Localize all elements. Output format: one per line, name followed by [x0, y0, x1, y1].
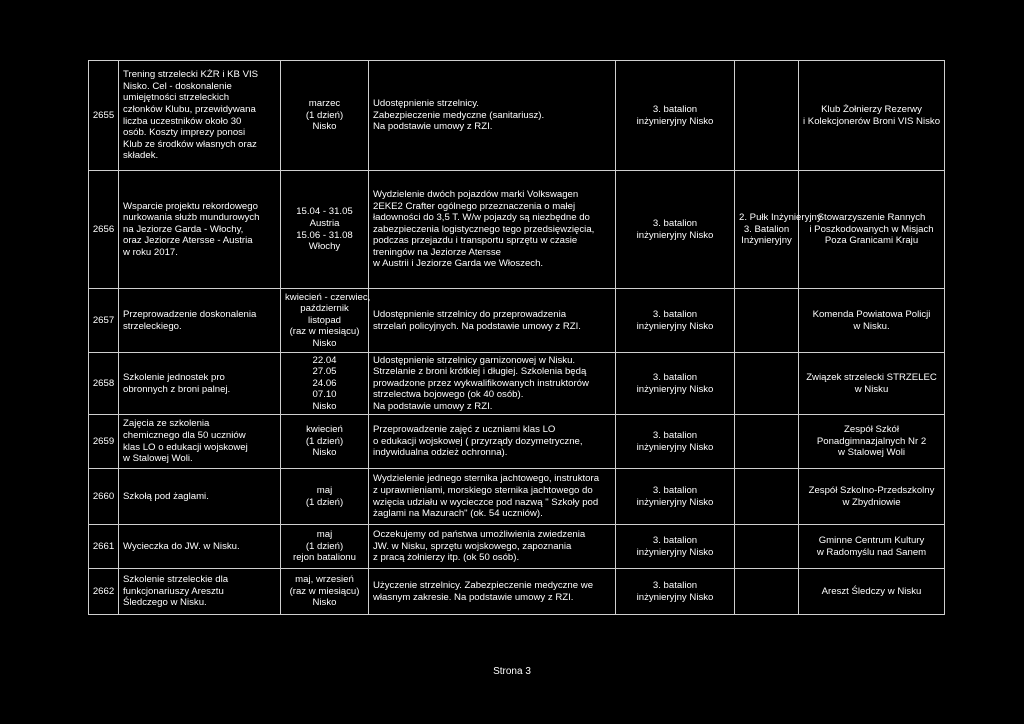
unit-cell [616, 469, 735, 525]
partner-cell-line: Komenda Powiatowa Policji [812, 308, 931, 320]
task-cell [119, 171, 281, 289]
partner-cell-line: Poza Granicami Kraju [824, 235, 919, 247]
co-unit-cell [735, 171, 822, 289]
date-cell-line: 22.04 [312, 354, 337, 366]
date-cell-line: rejon batalionu [293, 552, 356, 564]
scope-cell [369, 61, 616, 171]
partner-cell-line: w Nisku. [853, 320, 890, 332]
unit-cell-line: 3. batalion [652, 371, 698, 383]
scope-cell-line: Wydzielenie dwóch pojazdów marki Volkswagen [373, 188, 579, 200]
task-cell-line: w Stalowej Woli. [123, 453, 193, 465]
date-cell-line: (1 dzień) [305, 435, 344, 447]
task-cell-line: Szkolenie strzeleckie dla [123, 574, 229, 586]
unit-cell-line: 3. batalion [652, 429, 698, 441]
task-cell-line: w roku 2017. [123, 246, 178, 258]
scope-cell-line: Zabezpieczenie medyczne (sanitariusz). [373, 109, 545, 121]
task-cell-line: klas LO o edukacji wojskowej [123, 441, 248, 453]
co-unit-cell [735, 469, 799, 525]
date-cell [281, 61, 369, 171]
unit-cell [616, 525, 735, 569]
scope-cell-line: podczas przejazdu i transportu sprzętu w czasie [373, 235, 578, 247]
scope-cell [369, 469, 616, 525]
partner-cell-line: w Zbydniowie [842, 496, 901, 508]
unit-cell-line: 3. batalion [652, 534, 698, 546]
partner-cell [799, 569, 945, 615]
partner-cell-line: Gminne Centrum Kultury [818, 534, 925, 546]
date-cell-line: (raz w miesiącu) [289, 585, 360, 597]
co-unit-cell [735, 415, 799, 469]
partner-cell [799, 61, 945, 171]
entry-number: 2659 [89, 415, 119, 469]
page-number: Strona 3 [493, 666, 531, 677]
date-cell-line: marzec [308, 98, 341, 110]
unit-cell [616, 61, 735, 171]
unit-cell [616, 415, 735, 469]
table-row [89, 469, 945, 525]
task-cell-line: liczba uczestników około 30 [123, 115, 242, 127]
scope-cell [369, 525, 616, 569]
scope-cell [369, 569, 616, 615]
scope-cell-line: żaglami na Mazurach" (ok. 54 uczniów). [373, 508, 543, 520]
partner-cell-line: w Radomyślu nad Sanem [816, 546, 927, 558]
unit-cell-line: 3. batalion [652, 579, 698, 591]
table-row [89, 61, 945, 171]
date-cell [281, 415, 369, 469]
date-cell-line: 15.04 - 31.05 [296, 206, 353, 218]
entry-number: 2657 [89, 289, 119, 353]
scope-cell [369, 353, 616, 415]
date-cell [281, 569, 369, 615]
partner-cell-line: Klub Żołnierzy Rezerwy [821, 103, 922, 115]
scope-cell-line: 2EKE2 Crafter ogólnego przeznaczenia o małej [373, 200, 576, 212]
task-cell-line: na Jeziorze Garda - Włochy, [123, 223, 244, 235]
partner-cell [799, 289, 945, 353]
task-cell-line: Nisko. Cel - doskonalenie [123, 80, 232, 92]
date-cell-line: (raz w miesiącu) [289, 326, 360, 338]
scope-cell-line: w Austrii i Jeziorze Garda we Włoszech. [373, 258, 544, 270]
partner-cell-line: w Nisku [854, 383, 889, 395]
partner-cell [799, 171, 945, 289]
partner-cell-line: i Poszkodowanych w Misjach [809, 223, 934, 235]
date-cell-line: kwiecień [306, 424, 343, 436]
partner-cell-line: Zespół Szkół [844, 424, 899, 436]
scope-cell-line: strzelań policyjnych. Na podstawie umowy z RZI. [373, 320, 581, 332]
unit-cell-line: inżynieryjny Nisko [636, 546, 714, 558]
partner-cell-line: Stowarzyszenie Rannych [817, 212, 926, 224]
entry-number: 2656 [89, 171, 119, 289]
scope-cell-line: Udostępnienie strzelnicy do przeprowadzenia [373, 308, 567, 320]
date-cell-line: Nisko [312, 597, 337, 609]
co-unit-cell-line: 3. Batalion [743, 223, 790, 235]
partner-cell-line: i Kolekcjonerów Broni VIS Nisko [803, 115, 941, 127]
entry-number: 2662 [89, 569, 119, 615]
task-cell-line: Szkołą pod żaglami. [123, 490, 209, 502]
date-cell-line: październik [300, 303, 349, 315]
date-cell-line: Nisko [312, 121, 337, 133]
date-cell-line: maj [316, 529, 333, 541]
partner-cell-line: w Stalowej Woli [837, 447, 905, 459]
date-cell-line: listopad [307, 314, 342, 326]
date-cell-line: Austria [309, 217, 340, 229]
date-cell [281, 289, 369, 353]
task-cell-line: funkcjonariuszy Aresztu [123, 585, 224, 597]
partner-cell [799, 353, 945, 415]
task-cell [119, 353, 281, 415]
co-unit-cell [735, 289, 799, 353]
scope-cell-line: Udostępnienie strzelnicy. [373, 98, 479, 110]
unit-cell-line: inżynieryjny Nisko [636, 383, 714, 395]
scope-cell-line: Udostępnienie strzelnicy garnizonowej w Nisku. [373, 354, 576, 366]
co-unit-cell [735, 569, 799, 615]
scope-cell [369, 171, 616, 289]
task-cell-line: osób. Koszty imprezy ponosi [123, 127, 246, 139]
unit-cell-line: inżynieryjny Nisko [636, 591, 714, 603]
unit-cell-line: inżynieryjny Nisko [636, 115, 714, 127]
scope-cell-line: o edukacji wojskowej ( przyrządy dozymetryczne, [373, 435, 583, 447]
task-cell-line: strzeleckiego. [123, 320, 182, 332]
scope-cell-line: Strzelanie z broni krótkiej i długiej. Szkolenia będą [373, 366, 587, 378]
partner-cell-line: Związek strzelecki STRZELEC [806, 371, 937, 383]
co-unit-cell [735, 525, 799, 569]
table-row [89, 353, 945, 415]
date-cell-line: 15.06 - 31.08 [296, 229, 353, 241]
date-cell [281, 353, 369, 415]
task-cell [119, 525, 281, 569]
unit-cell-line: 3. batalion [652, 484, 698, 496]
scope-cell-line: indywidualna odzież ochronna). [373, 447, 508, 459]
table-row [89, 525, 945, 569]
task-cell [119, 289, 281, 353]
task-cell-line: oraz Jeziorze Atersse - Austria [123, 235, 253, 247]
partner-cell-line: Areszt Śledczy w Nisku [821, 585, 922, 597]
date-cell-line: maj, wrzesień [295, 574, 354, 586]
task-cell-line: Trening strzelecki KŻR i KB VIS [123, 69, 259, 81]
task-cell [119, 569, 281, 615]
task-cell [119, 415, 281, 469]
date-cell-line: 07.10 [312, 389, 337, 401]
scope-cell-line: Użyczenie strzelnicy. Zabezpieczenie medyczne we [373, 579, 594, 591]
partner-cell-line: Zespół Szkolno-Przedszkolny [808, 484, 935, 496]
scope-cell-line: Oczekujemy od państwa umożliwienia zwiedzenia [373, 529, 586, 541]
date-cell [281, 469, 369, 525]
date-cell [281, 171, 369, 289]
unit-cell-line: 3. batalion [652, 103, 698, 115]
scope-cell-line: treningów na Jeziorze Atersse [373, 246, 501, 258]
table-row [89, 171, 945, 289]
task-cell-line: umiejętności strzeleckich [123, 92, 230, 104]
scope-cell-line: zabezpieczenia logistycznego tego przedsięwzięcia, [373, 223, 595, 235]
partner-cell [799, 415, 945, 469]
co-unit-cell-line: 2. Pułk Inżynieryjny [739, 212, 822, 224]
unit-cell-line: inżynieryjny Nisko [636, 441, 714, 453]
unit-cell-line: 3. batalion [652, 308, 698, 320]
scope-cell-line: strzelectwa bojowego (ok 40 osób). [373, 389, 524, 401]
date-cell-line: (1 dzień) [305, 496, 344, 508]
date-cell [281, 525, 369, 569]
task-cell-line: Klub ze środków własnych oraz [123, 138, 257, 150]
table-row [89, 415, 945, 469]
task-cell-line: Wycieczka do JW. w Nisku. [123, 540, 240, 552]
scope-cell-line: JW. w Nisku, sprzętu wojskowego, zapoznania [373, 540, 572, 552]
task-cell [119, 469, 281, 525]
scope-cell-line: Wydzielenie jednego sternika jachtowego, instruktora [373, 473, 600, 485]
partner-cell-line: Ponadgimnazjalnych Nr 2 [816, 435, 927, 447]
date-cell-line: Nisko [312, 447, 337, 459]
task-cell-line: Przeprowadzenie doskonalenia [123, 308, 257, 320]
entry-number: 2660 [89, 469, 119, 525]
scope-cell-line: ładowności do 3,5 T. W/w pojazdy są niezbędne do [373, 212, 590, 224]
task-cell-line: Zajęcia ze szkolenia [123, 418, 210, 430]
unit-cell-line: inżynieryjny Nisko [636, 320, 714, 332]
task-cell-line: Wsparcie projektu rekordowego [123, 200, 258, 212]
date-cell-line: kwiecień - czerwiec, [285, 291, 371, 303]
unit-cell [616, 569, 735, 615]
date-cell-line: Nisko [312, 400, 337, 412]
partner-cell [799, 525, 945, 569]
task-cell [119, 61, 281, 171]
date-cell-line: (1 dzień) [305, 109, 344, 121]
date-cell-line: (1 dzień) [305, 540, 344, 552]
task-cell-line: Śledczego w Nisku. [123, 597, 207, 609]
co-unit-cell [735, 61, 799, 171]
scope-cell-line: prowadzone przez wykwalifikowanych instruktorów [373, 377, 589, 389]
table-row [89, 289, 945, 353]
unit-cell [616, 289, 735, 353]
co-unit-cell-line: Inżynieryjny [741, 235, 792, 247]
unit-cell-line: inżynieryjny Nisko [636, 496, 714, 508]
table-row [89, 569, 945, 615]
co-unit-cell [735, 353, 799, 415]
partner-cell [799, 469, 945, 525]
task-cell-line: Szkolenie jednostek pro [123, 371, 225, 383]
task-cell-line: nurkowania służb mundurowych [123, 212, 260, 224]
scope-cell-line: wzięcia udziału w wycieczce pod nazwą " Szkoły pod [373, 496, 599, 508]
scope-cell [369, 415, 616, 469]
task-cell-line: składek. [123, 150, 159, 162]
scope-cell-line: z pracą żołnierzy itp. (ok 50 osób). [373, 552, 520, 564]
date-cell-line: 24.06 [312, 377, 337, 389]
scope-cell-line: własnym zakresie. Na podstawie umowy z RZI. [373, 591, 574, 603]
entry-number: 2655 [89, 61, 119, 171]
scope-cell-line: Przeprowadzenie zajęć z uczniami klas LO [373, 424, 556, 436]
scope-cell-line: Na podstawie umowy z RZI. [373, 121, 493, 133]
unit-cell-line: 3. batalion [652, 217, 698, 229]
date-cell-line: 27.05 [312, 366, 337, 378]
task-cell-line: chemicznego dla 50 uczniów [123, 429, 246, 441]
scope-cell [369, 289, 616, 353]
unit-cell [616, 353, 735, 415]
activities-table [88, 60, 945, 615]
entry-number: 2661 [89, 525, 119, 569]
task-cell-line: członków Klubu, przewidywana [123, 103, 256, 115]
unit-cell [616, 171, 735, 289]
task-cell-line: obronnych z broni palnej. [123, 383, 231, 395]
date-cell-line: maj [316, 484, 333, 496]
entry-number: 2658 [89, 353, 119, 415]
unit-cell-line: inżynieryjny Nisko [636, 229, 714, 241]
scope-cell-line: z uprawnieniami, morskiego sternika jachtowego do [373, 484, 593, 496]
scope-cell-line: Na podstawie umowy z RZI. [373, 400, 493, 412]
date-cell-line: Nisko [312, 337, 337, 349]
date-cell-line: Włochy [308, 241, 341, 253]
